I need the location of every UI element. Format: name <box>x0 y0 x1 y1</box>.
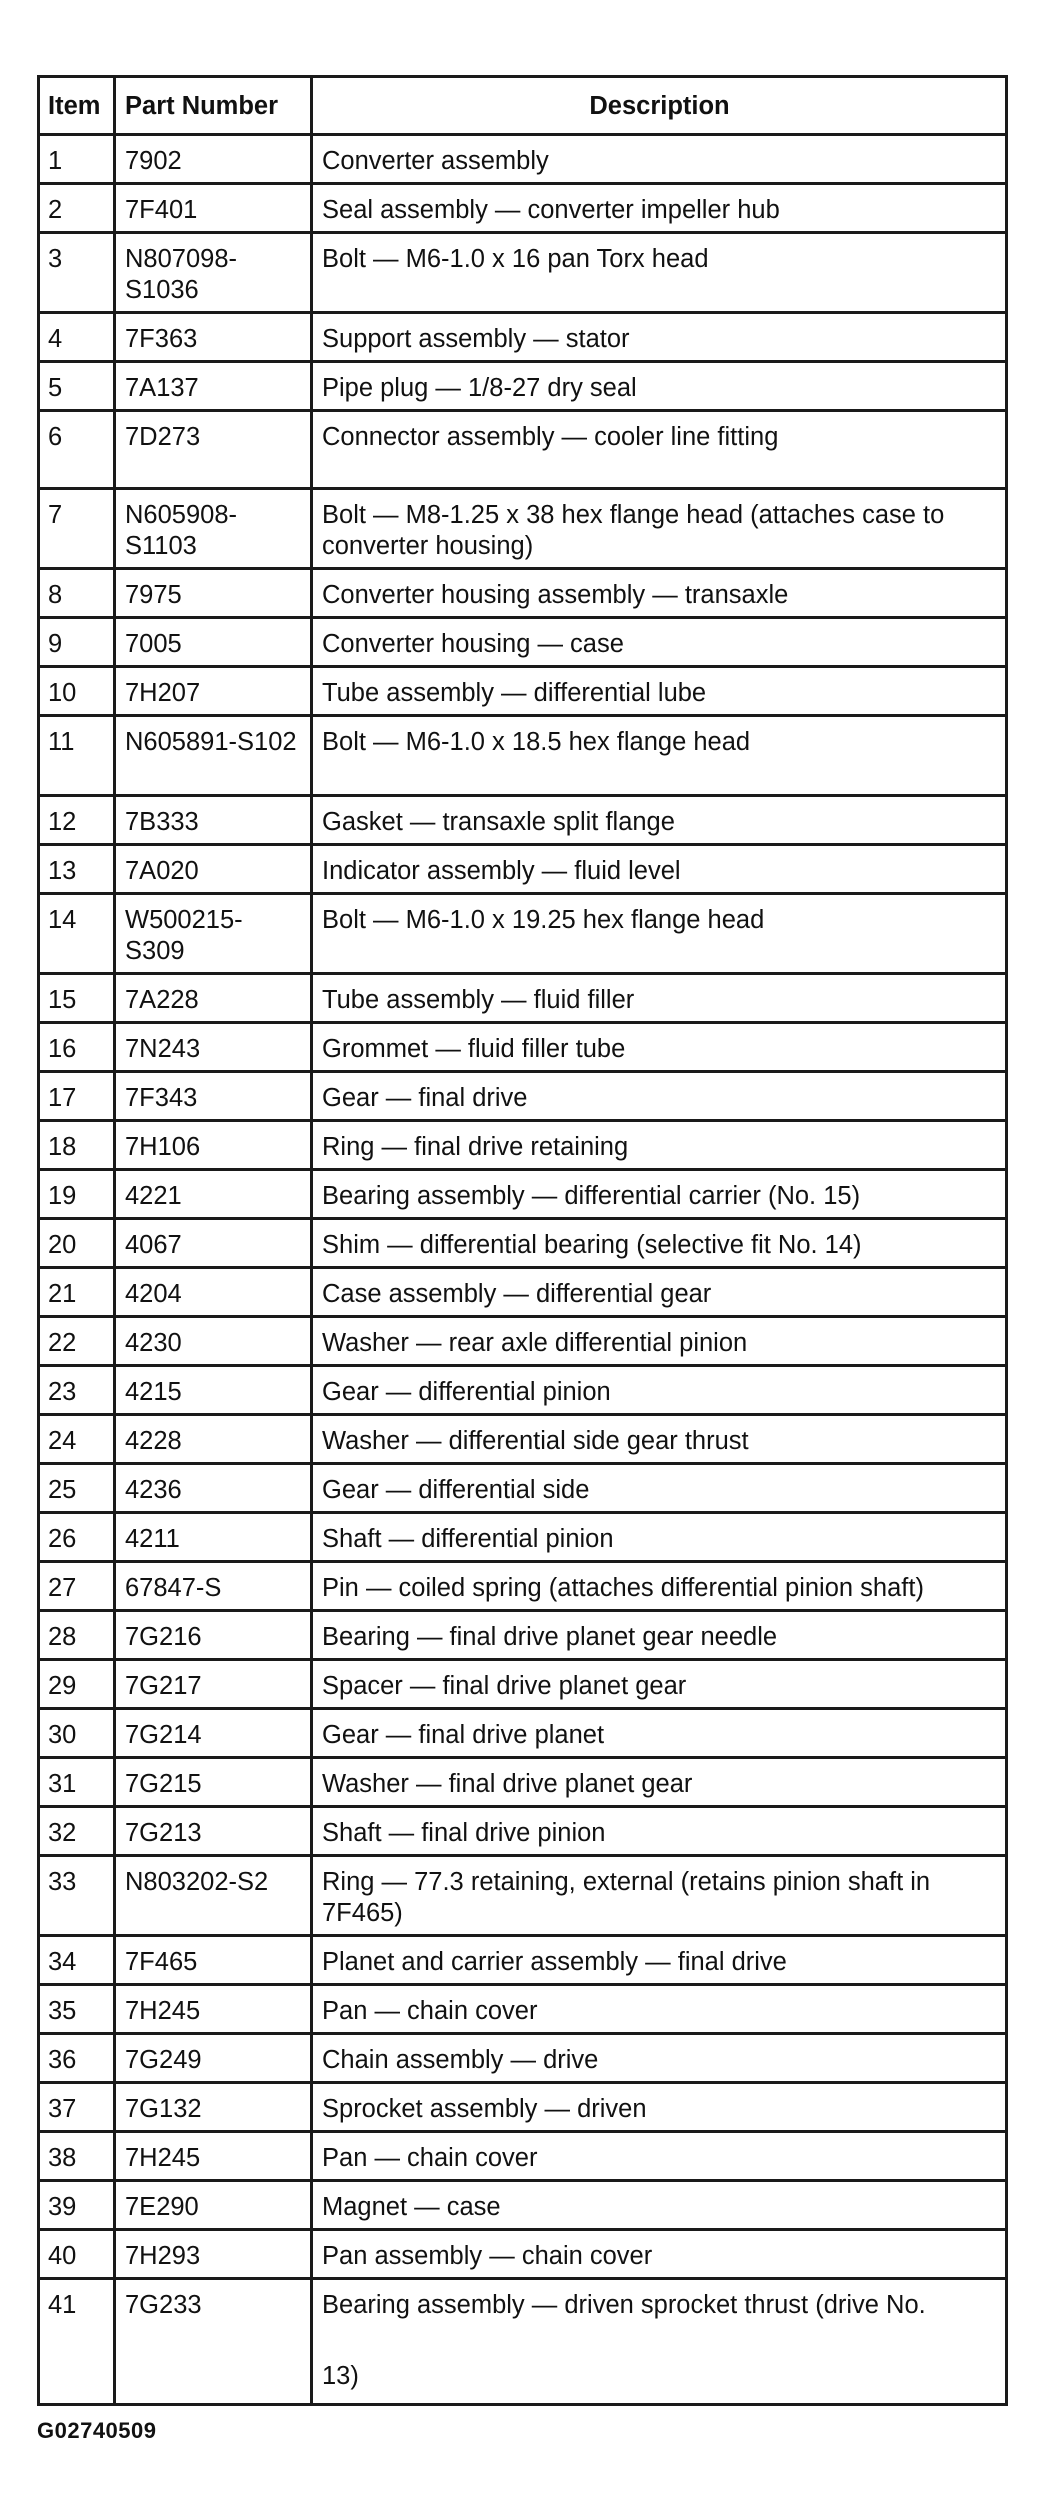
table-row <box>39 313 1007 362</box>
description-text: Converter assembly <box>322 147 549 175</box>
description-text: Bearing assembly — differential carrier (No. 15) <box>322 1182 861 1210</box>
description-cell <box>312 667 1007 716</box>
description-text: Chain assembly — drive <box>322 2046 599 2074</box>
item-cell: 12 <box>39 796 115 845</box>
table-row <box>39 1464 1007 1513</box>
description-text: Tube assembly — fluid filler <box>322 986 635 1014</box>
table-row <box>39 411 1007 489</box>
item-cell: 37 <box>39 2083 115 2132</box>
description-cell <box>312 1317 1007 1366</box>
item-cell: 28 <box>39 1611 115 1660</box>
table-row <box>39 1758 1007 1807</box>
description-cell <box>312 1936 1007 1985</box>
item-cell: 38 <box>39 2132 115 2181</box>
description-text: Gear — differential side <box>322 1476 590 1504</box>
table-row <box>39 2132 1007 2181</box>
description-cell <box>312 135 1007 184</box>
part-number-cell: 7G216 <box>115 1611 312 1660</box>
table-row <box>39 1562 1007 1611</box>
description-text: Bearing — final drive planet gear needle <box>322 1623 778 1651</box>
description-cell <box>312 1268 1007 1317</box>
description-text: Pan assembly — chain cover <box>322 2242 653 2270</box>
description-cell <box>312 974 1007 1023</box>
table-row <box>39 1219 1007 1268</box>
item-cell: 11 <box>39 716 115 796</box>
description-text: Gasket — transaxle split flange <box>322 808 675 836</box>
part-number-cell: 7975 <box>115 569 312 618</box>
description-text: Tube assembly — differential lube <box>322 679 707 707</box>
part-number-cell: 7H245 <box>115 2132 312 2181</box>
part-number-cell: 7G213 <box>115 1807 312 1856</box>
item-cell: 3 <box>39 233 115 313</box>
description-cell <box>312 233 1007 313</box>
table-row <box>39 1366 1007 1415</box>
table-row <box>39 1709 1007 1758</box>
description-cell <box>312 1611 1007 1660</box>
description-text: Bearing assembly — driven sprocket thrust (drive No. <box>322 2291 926 2319</box>
table-row <box>39 1513 1007 1562</box>
item-cell: 21 <box>39 1268 115 1317</box>
table-row <box>39 362 1007 411</box>
item-cell: 2 <box>39 184 115 233</box>
table-row <box>39 1660 1007 1709</box>
description-text: Pipe plug — 1/8-27 dry seal <box>322 374 637 402</box>
part-number-cell: N803202-S2 <box>115 1856 312 1936</box>
part-number-cell: 4221 <box>115 1170 312 1219</box>
table-row <box>39 2181 1007 2230</box>
table-row <box>39 618 1007 667</box>
description-cell <box>312 716 1007 796</box>
description-text: Gear — final drive planet <box>322 1721 605 1749</box>
description-cell <box>312 489 1007 569</box>
part-number-cell: W500215-S309 <box>115 894 312 974</box>
item-cell: 31 <box>39 1758 115 1807</box>
description-text: Pan — chain cover <box>322 1997 538 2025</box>
part-number-cell: 7G214 <box>115 1709 312 1758</box>
item-cell: 1 <box>39 135 115 184</box>
table-row <box>39 667 1007 716</box>
table-row <box>39 233 1007 313</box>
description-cell <box>312 1464 1007 1513</box>
description-text: Pan — chain cover <box>322 2144 538 2172</box>
description-text: Pin — coiled spring (attaches differential pinion shaft) <box>322 1574 924 1602</box>
description-cell <box>312 1513 1007 1562</box>
description-cell <box>312 1170 1007 1219</box>
description-cell <box>312 1985 1007 2034</box>
table-row <box>39 1121 1007 1170</box>
item-column-header: Item <box>39 77 115 135</box>
table-row <box>39 1023 1007 1072</box>
item-cell: 26 <box>39 1513 115 1562</box>
table-row <box>39 1170 1007 1219</box>
item-cell: 35 <box>39 1985 115 2034</box>
table-row <box>39 569 1007 618</box>
part-number-cell: 4067 <box>115 1219 312 1268</box>
item-cell: 17 <box>39 1072 115 1121</box>
part-number-cell: 7G249 <box>115 2034 312 2083</box>
description-text: Converter housing — case <box>322 630 624 658</box>
part-number-cell: 7G132 <box>115 2083 312 2132</box>
part-number-cell: 4204 <box>115 1268 312 1317</box>
description-text: Washer — rear axle differential pinion <box>322 1329 748 1357</box>
table-row <box>39 1856 1007 1936</box>
description-cell <box>312 2034 1007 2083</box>
part-number-cell: 7A137 <box>115 362 312 411</box>
item-cell: 4 <box>39 313 115 362</box>
part-number-cell: 7G233 <box>115 2279 312 2405</box>
part-number-cell: 4211 <box>115 1513 312 1562</box>
description-text: Bolt — M6-1.0 x 16 pan Torx head <box>322 245 709 273</box>
item-cell: 29 <box>39 1660 115 1709</box>
description-text: Gear — differential pinion <box>322 1378 611 1406</box>
part-number-cell: 7F401 <box>115 184 312 233</box>
item-cell: 16 <box>39 1023 115 1072</box>
table-row <box>39 1936 1007 1985</box>
description-text: Connector assembly — cooler line fitting <box>322 423 779 451</box>
description-text: Shaft — final drive pinion <box>322 1819 606 1847</box>
part-number-cell: 7D273 <box>115 411 312 489</box>
description-cell <box>312 569 1007 618</box>
part-number-column-header: Part Number <box>115 77 312 135</box>
part-number-cell: 7H207 <box>115 667 312 716</box>
part-number-cell: 4236 <box>115 1464 312 1513</box>
description-text: Washer — differential side gear thrust <box>322 1427 749 1455</box>
parts-table-body <box>39 135 1007 2405</box>
description-text: Ring — 77.3 retaining, external (retains pinion shaft in 7F465) <box>322 1868 931 1927</box>
item-cell: 18 <box>39 1121 115 1170</box>
table-row <box>39 716 1007 796</box>
table-row <box>39 1415 1007 1464</box>
part-number-cell: N807098-S1036 <box>115 233 312 313</box>
table-row <box>39 1268 1007 1317</box>
description-text: Gear — final drive <box>322 1084 528 1112</box>
description-text: Planet and carrier assembly — final drive <box>322 1948 787 1976</box>
description-cell <box>312 2230 1007 2279</box>
description-cell <box>312 411 1007 489</box>
table-row <box>39 1807 1007 1856</box>
part-number-cell: 7H245 <box>115 1985 312 2034</box>
item-cell: 20 <box>39 1219 115 1268</box>
item-cell: 23 <box>39 1366 115 1415</box>
description-cell <box>312 362 1007 411</box>
table-row <box>39 1611 1007 1660</box>
description-cell <box>312 1366 1007 1415</box>
description-cell <box>312 845 1007 894</box>
description-text: Magnet — case <box>322 2193 501 2221</box>
description-cell <box>312 894 1007 974</box>
part-number-cell: 7F363 <box>115 313 312 362</box>
part-number-cell: 7H293 <box>115 2230 312 2279</box>
part-number-cell: 7G217 <box>115 1660 312 1709</box>
table-row <box>39 1072 1007 1121</box>
table-row <box>39 796 1007 845</box>
part-number-cell: N605908-S1103 <box>115 489 312 569</box>
description-cell <box>312 2132 1007 2181</box>
item-cell: 33 <box>39 1856 115 1936</box>
table-row <box>39 489 1007 569</box>
description-cell <box>312 184 1007 233</box>
part-number-cell: 7G215 <box>115 1758 312 1807</box>
part-number-cell: 7N243 <box>115 1023 312 1072</box>
part-number-cell: 4215 <box>115 1366 312 1415</box>
item-cell: 7 <box>39 489 115 569</box>
part-number-cell: 7E290 <box>115 2181 312 2230</box>
description-text: Shim — differential bearing (selective fit No. 14) <box>322 1231 862 1259</box>
part-number-cell: 7A020 <box>115 845 312 894</box>
part-number-cell: 7F465 <box>115 1936 312 1985</box>
part-number-cell: 7005 <box>115 618 312 667</box>
item-cell: 27 <box>39 1562 115 1611</box>
part-number-cell: N605891-S102 <box>115 716 312 796</box>
part-number-cell: 7A228 <box>115 974 312 1023</box>
item-cell: 9 <box>39 618 115 667</box>
part-number-cell: 67847-S <box>115 1562 312 1611</box>
description-text: Ring — final drive retaining <box>322 1133 629 1161</box>
description-cell <box>312 1660 1007 1709</box>
table-row <box>39 2034 1007 2083</box>
item-cell: 5 <box>39 362 115 411</box>
description-text: Washer — final drive planet gear <box>322 1770 693 1798</box>
table-row <box>39 1985 1007 2034</box>
item-cell: 13 <box>39 845 115 894</box>
description-cell <box>312 796 1007 845</box>
description-column-header: Description <box>312 77 1007 135</box>
table-row <box>39 2230 1007 2279</box>
description-cell <box>312 2083 1007 2132</box>
description-cell <box>312 313 1007 362</box>
item-cell: 41 <box>39 2279 115 2405</box>
description-text: Spacer — final drive planet gear <box>322 1672 687 1700</box>
description-text: Sprocket assembly — driven <box>322 2095 647 2123</box>
description-text: Indicator assembly — fluid level <box>322 857 681 885</box>
description-cell <box>312 2279 1007 2405</box>
description-text: Grommet — fluid filler tube <box>322 1035 626 1063</box>
table-header-row <box>39 77 1007 135</box>
table-row <box>39 2279 1007 2405</box>
item-cell: 22 <box>39 1317 115 1366</box>
description-cell <box>312 618 1007 667</box>
figure-code: G02740509 <box>37 2418 157 2443</box>
description-cell <box>312 1709 1007 1758</box>
table-row <box>39 184 1007 233</box>
description-cell <box>312 1856 1007 1936</box>
item-cell: 30 <box>39 1709 115 1758</box>
item-cell: 32 <box>39 1807 115 1856</box>
item-cell: 34 <box>39 1936 115 1985</box>
item-cell: 25 <box>39 1464 115 1513</box>
item-cell: 8 <box>39 569 115 618</box>
description-cell <box>312 1072 1007 1121</box>
description-cell <box>312 1415 1007 1464</box>
description-cell <box>312 1219 1007 1268</box>
item-cell: 6 <box>39 411 115 489</box>
item-cell: 39 <box>39 2181 115 2230</box>
part-number-cell: 7902 <box>115 135 312 184</box>
description-text: Seal assembly — converter impeller hub <box>322 196 780 224</box>
description-text: Support assembly — stator <box>322 325 630 353</box>
table-row <box>39 894 1007 974</box>
table-row <box>39 135 1007 184</box>
item-cell: 10 <box>39 667 115 716</box>
description-text: Shaft — differential pinion <box>322 1525 614 1553</box>
part-number-cell: 4230 <box>115 1317 312 1366</box>
table-row <box>39 1317 1007 1366</box>
description-cell <box>312 1023 1007 1072</box>
part-number-cell: 4228 <box>115 1415 312 1464</box>
item-cell: 40 <box>39 2230 115 2279</box>
part-number-cell: 7H106 <box>115 1121 312 1170</box>
description-text: Bolt — M6-1.0 x 18.5 hex flange head <box>322 728 751 756</box>
description-text: Bolt — M8-1.25 x 38 hex flange head (attaches case to converter housing) <box>322 501 945 560</box>
table-row <box>39 2083 1007 2132</box>
description-continuation: 13) <box>322 2362 359 2390</box>
table-row <box>39 974 1007 1023</box>
table-row <box>39 845 1007 894</box>
description-text: Converter housing assembly — transaxle <box>322 581 789 609</box>
description-cell <box>312 1121 1007 1170</box>
item-cell: 36 <box>39 2034 115 2083</box>
part-number-cell: 7F343 <box>115 1072 312 1121</box>
description-cell <box>312 1562 1007 1611</box>
description-text: Case assembly — differential gear <box>322 1280 712 1308</box>
description-cell <box>312 2181 1007 2230</box>
part-number-cell: 7B333 <box>115 796 312 845</box>
item-cell: 15 <box>39 974 115 1023</box>
description-text: Bolt — M6-1.0 x 19.25 hex flange head <box>322 906 765 934</box>
description-cell <box>312 1758 1007 1807</box>
item-cell: 24 <box>39 1415 115 1464</box>
item-cell: 19 <box>39 1170 115 1219</box>
description-cell <box>312 1807 1007 1856</box>
item-cell: 14 <box>39 894 115 974</box>
parts-table <box>37 75 1008 2406</box>
